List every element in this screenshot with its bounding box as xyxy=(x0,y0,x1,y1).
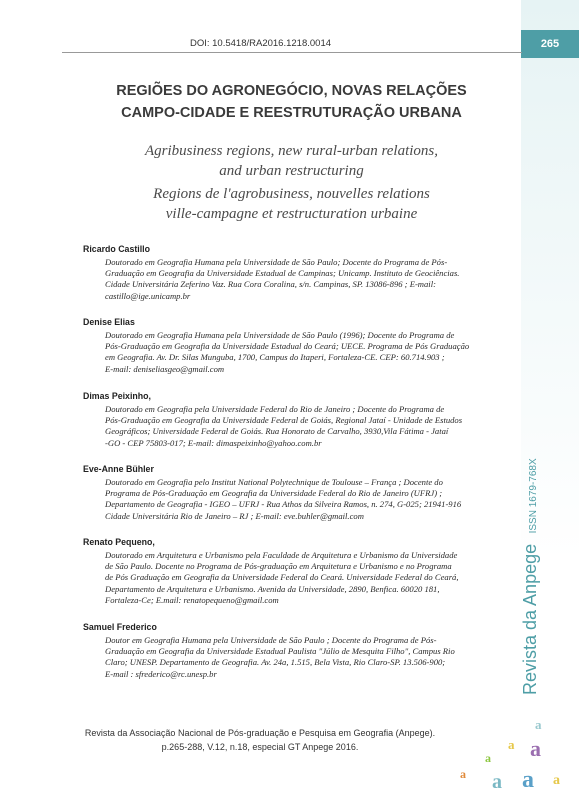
pt-title-line1: REGIÕES DO AGRONEGÓCIO, NOVAS RELAÇÕES xyxy=(116,83,467,99)
footer-line2: p.265-288, V.12, n.18, especial GT Anpege 2016. xyxy=(161,742,359,752)
author-bio xyxy=(105,330,503,375)
author-block xyxy=(83,243,503,302)
bio-line: Doutorado em Arquitetura e Urbanismo pela Faculdade de Arquitetura e Urbanismo da Universidade xyxy=(105,550,458,560)
logo-letter-icon: a xyxy=(522,767,534,793)
logo-letter-icon: a xyxy=(553,773,560,788)
author-block xyxy=(83,390,503,449)
bio-line: de São Paulo. Docente no Programa de Pós-graduação em Arquitetura e Urbanismo e no Programa xyxy=(105,561,452,572)
author-block xyxy=(83,316,503,375)
author-name: Samuel Frederico xyxy=(83,622,157,632)
bio-line: Claro; UNESP. Departamento de Geografia. Av. 24a, 1.515, Bela Vista, Rio Claro-SP. 13.506-900; xyxy=(105,657,446,668)
footer-line1: Revista da Associação Nacional de Pós-graduação e Pesquisa em Geografia (Anpege). xyxy=(84,728,436,738)
bio-line: Graduação em Geografia da Universidade Estadual Paulista "Júlio de Mesquita Filho", Campus Rio xyxy=(105,646,455,657)
bio-email[interactable]: Cidade Universitária Rio de Janeiro – RJ ; E-mail: eve.buhler@gmail.com xyxy=(105,510,364,521)
doi[interactable]: DOI: 10.5418/RA2016.1218.0014 xyxy=(189,38,332,49)
bio-line: Programa de Pós-Graduação em Geografia da Universidade Federal do Rio de Janeiro (UFRJ) ; xyxy=(105,488,443,499)
logo-letter-icon: a xyxy=(460,767,466,781)
bio-line: Doutorado em Geografia Humana pela Universidade de São Paulo; Docente do Programa de Pós- xyxy=(105,257,448,267)
logo-letter-icon: a xyxy=(530,736,541,761)
bio-line: Graduação em Geografia da Universidade Estadual de Campinas; Unicamp. Instituto de Geociências. xyxy=(105,268,460,279)
author-bio xyxy=(105,635,503,680)
author-bio xyxy=(105,477,503,522)
bio-email[interactable]: E-mail: deniseliasgeo@gmail.com xyxy=(105,363,225,374)
bio-line: Doutor em Geografia Humana pela Universidade de São Paulo ; Docente do Programa de Pós- xyxy=(105,635,437,645)
author-bio xyxy=(105,550,503,606)
bio-line: Doutorado em Geografia Humana pela Universidade de São Paulo (1996); Docente do Programa de xyxy=(105,330,455,340)
fr-title-line1: Regions de l'agrobusiness, nouvelles relations xyxy=(153,186,430,202)
english-title xyxy=(60,141,523,181)
author-name: Ricardo Castillo xyxy=(83,244,150,254)
bio-line: em Geografia. Av. Dr. Silas Munguba, 1700, Campus do Itaperi, Fortaleza-CE. CEP: 60.714.903 ; xyxy=(105,352,445,363)
author-name: Renato Pequeno, xyxy=(83,537,155,547)
pt-title-line2: CAMPO-CIDADE E REESTRUTURAÇÃO URBANA xyxy=(121,105,462,121)
journal-vertical-title xyxy=(520,458,541,695)
portuguese-title xyxy=(60,80,523,124)
footer-citation xyxy=(60,726,460,754)
logo-letter-icon: a xyxy=(508,737,515,752)
bio-line: Cidade Universitária Zeferino Vaz. Rua Cora Coralina, s/n. Campinas, SP. 13086-896 ; E-mail: xyxy=(105,279,436,290)
bio-line: Departamento de Geografia - IGEO – UFRJ - Rua Athos da Silveira Ramos, n. 274, G-025; 21941-916 xyxy=(105,499,462,510)
bio-line: Pós-Graduação em Geografia da Universidade Estadual do Ceará; UECE. Programa de Pós Graduação xyxy=(105,341,470,352)
bio-email[interactable]: -GO - CEP 75803-017; E-mail: dimaspeixinho@yahoo.com.br xyxy=(105,437,322,448)
logo-letter-icon: a xyxy=(492,771,502,793)
bio-line: Geográficos; Universidade Federal de Goiás. Rua Honorato de Carvalho, 3930,Vila Fátima - Jataí xyxy=(105,426,449,437)
bio-line: Pós-Graduação em Geografia da Universidade Federal de Goiás, Regional Jataí - Unidade de Estudos xyxy=(105,415,463,426)
french-title xyxy=(60,184,523,224)
header-divider xyxy=(62,52,522,53)
fr-title-line2: ville-campagne et restructuration urbaine xyxy=(165,206,418,222)
journal-issn: ISSN 1679-768X xyxy=(528,458,539,534)
bio-line: de Pós Graduação em Geografia da Universidade Federal do Ceará. Universidade Federal do Ceará, xyxy=(105,572,459,583)
author-name: Eve-Anne Bühler xyxy=(83,464,154,474)
bio-line: Doutorado em Geografia pela Universidade Federal do Rio de Janeiro ; Docente do Programa de xyxy=(105,404,445,414)
logo-letter-icon: a xyxy=(485,751,491,765)
author-name: Denise Elias xyxy=(83,317,135,327)
author-name: Dimas Peixinho, xyxy=(83,391,151,401)
bio-email[interactable]: castillo@ige.unicamp.br xyxy=(105,290,191,301)
author-block xyxy=(83,621,503,680)
en-title-line1: Agribusiness regions, new rural-urban relations, xyxy=(144,143,439,159)
bio-line: Doutorado em Geografia pelo Institut National Polytechnique de Toulouse – França ; Docente do xyxy=(105,477,443,487)
en-title-line2: and urban restructuring xyxy=(219,163,364,179)
bio-line: Departamento de Arquitetura e Urbanismo. Avenida da Universidade, 2890, Benfica. 60020 181, xyxy=(105,583,440,594)
bio-email[interactable]: Fortaleza-Ce; E.mail: renatopequeno@gmail.com xyxy=(105,594,279,605)
author-block xyxy=(83,536,503,606)
journal-name: Revista da Anpege xyxy=(520,543,540,695)
logo-letter-icon: a xyxy=(535,717,542,732)
page-number: 265 xyxy=(521,30,579,58)
author-bio xyxy=(105,257,503,302)
author-block xyxy=(83,463,503,522)
author-bio xyxy=(105,404,503,449)
bio-email[interactable]: E-mail : sfrederico@rc.unesp.br xyxy=(105,668,217,679)
